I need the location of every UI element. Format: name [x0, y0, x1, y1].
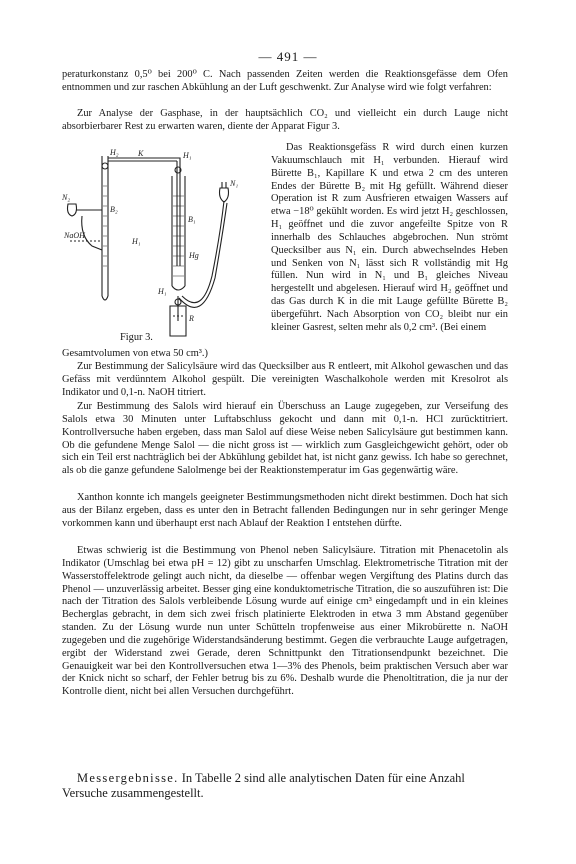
intro-paragraph — [62, 69, 508, 95]
label-b1: B₁ — [188, 215, 196, 224]
salicylic-text: Zur Bestimmung der Salicylsäure wird das Quecksilber aus R entleert, mit Alkohol gewaschen und das Gefäss mit verdünntem Alkohol gespült. Die vereinigten Waschalkohole werden mit Kresolrot als Indikator und 0,1-n. NaOH titriert. — [62, 361, 508, 398]
salicylic-paragraph — [62, 361, 508, 400]
xanthon-text: Xanthon konnte ich mangels geeigneter Bestimmungsmethoden nicht direkt bestimmen. Doch hat sich aus der Bilanz ergeben, dass es unter den in Betracht fallenden Bedingungen nur in sehr geringer Menge vorkommen kann und überhaupt erst nach Ablauf der Reaktion I entstehen dürfte. — [62, 492, 508, 529]
apparatus-text: Das Reaktionsgefäss R wird durch einen kurzen Vakuumschlauch mit H₁ verbunden. Hierauf wird Bürette B₁, Kapillare K und etwa 2 cm des unteren Endes der Bürette B₂ mit Hg gefüllt. Während dieser Operation ist R zum Ausfrieren etwaigen Wassers auf etwa −18⁰ gekühlt worden. Es wird jetzt H₂ geschlossen, H₁ geöffnet und die zuvor angefeilte Spitze von R innerhalb des Schlauches abgebrochen. Nun strömt Quecksilber aus N₁ ein. Durch abwechselndes Heben und Senken von N₁ lässt sich R vollständig mit Hg füllen. Nun wird in N₁ und B₁ gleiches Niveau hergestellt und abgelesen. Hierauf wird H₂ geöffnet und das Gas durch K in die mit Lauge gefüllte Bürette B₂ übergeführt. Nach Absorption von CO₂ bleibt nur ein kleiner Gasrest, selten mehr als 0,2 cm³. (Bei einem — [271, 142, 508, 333]
label-hg: Hg — [189, 251, 199, 260]
gas-volume-text: Gesamtvolumen von etwa 50 cm³.) — [62, 348, 208, 359]
label-r: R — [189, 314, 194, 323]
page-number: — 491 — — [258, 49, 318, 64]
label-b2: B₂ — [110, 205, 118, 214]
figure-caption: Figur 3. — [120, 332, 153, 343]
label-n1: N₁ — [230, 179, 239, 188]
salol-text: Zur Bestimmung des Salols wird hierauf ein Überschuss an Lauge zugegeben, zur Verseifung des Salols etwa 30 Minuten unter Luftabschluss gekocht und dann mit 0,1-n. HCl zurücktitriert. Kontrollversuche haben ergeben, dass man Salol auf diese Weise neben Salicylsäure gut bestimmen kann. Ob die gefundene Menge Salol — die nicht gross ist — wirklich zum Gasgleichgewicht gehört, oder ob sich ein Teil erst nachträglich bei der Abkühlung gebildet hat, ist nicht ganz gewiss. Ich habe so gerechnet, als ob die ganze gefundene Salolmenge bei der Reaktionstemperatur im Gas gegenwärtig wäre. — [62, 401, 508, 477]
apparatus-description — [271, 142, 508, 335]
gas-analysis-paragraph-end — [62, 348, 508, 361]
intro-text: peraturkonstanz 0,5⁰ bei 200⁰ C. Nach passenden Zeiten werden die Reaktionsgefässe dem Ofen entnommen und zur raschen Abkühlung an der Luft geschwenkt. Zur Analyse wird wie folgt verfahren: — [62, 69, 508, 93]
gas-analysis-text: Zur Analyse der Gasphase, in der hauptsächlich CO₂ und vielleicht ein durch Lauge nicht absorbierbarer Rest zu erwarten waren, diente der Apparat Figur 3. — [62, 108, 508, 132]
phenol-text: Etwas schwierig ist die Bestimmung von Phenol neben Salicylsäure. Titration mit Phenacetolin als Indikator (Umschlag bei etwa pH = 12) gibt zu unscharfen Umschlag. Elektrometrische Titration mit der Wasserstoffelektrode gelingt auch nicht, da dieselbe — offenbar wegen Vergiftung des Platins durch das Phenol — unzuverlässig arbeitet. Besser ging eine konduktometrische Titration, die so auszuführen ist: Die nach der Titration des Salols verbleibende Lösung wurde auf einige cm³ eingedampft und in ein kleines Becherglas gebracht, in dem sich zwei frisch platinierte Elektroden in etwa 3 mm Abstand gegenüber standen. Zu der Lösung wurde nun unter Schütteln tropfenweise aus einer Mikrobürette n. NaOH zugegeben und die zugehörige Widerstandsänderung bestimmt. Gegen die verbrauchte Lauge aufgetragen, ergibt der Widerstand zwei Gerade, deren Schnittpunkt den Titrationsendpunkt bezeichnet. Die Genauigkeit war bei den Kontrollversuchen etwa 1—3% des Phenols, beim praktischen Versuch aber war der Knick nicht so scharf, der Fehler betrug bis zu 6%. Deshalb wurde die Phenoltitration, die ja nur der Kontrolle dient, nicht bei allen Versuchen durchgeführt. — [62, 545, 508, 698]
phenol-paragraph — [62, 545, 508, 699]
results-text: In Tabelle 2 sind alle analytischen Daten für eine Anzahl Versuche zusammengestellt. — [62, 771, 465, 800]
label-n2: N₂ — [62, 193, 71, 202]
results-paragraph — [62, 771, 508, 800]
label-h1-mid: H₁ — [132, 237, 141, 246]
gas-analysis-paragraph-start — [62, 108, 508, 134]
label-h1-low: H₁ — [158, 287, 167, 296]
label-h1-top: H₁ — [183, 151, 192, 160]
label-naoh: NaOH — [64, 231, 85, 240]
xanthon-paragraph — [62, 492, 508, 531]
label-k: K — [138, 149, 144, 158]
salol-paragraph — [62, 401, 508, 478]
figure-apparatus — [62, 146, 264, 346]
results-heading: Messergebnisse. — [77, 771, 179, 785]
label-h2: H₂ — [110, 148, 119, 157]
